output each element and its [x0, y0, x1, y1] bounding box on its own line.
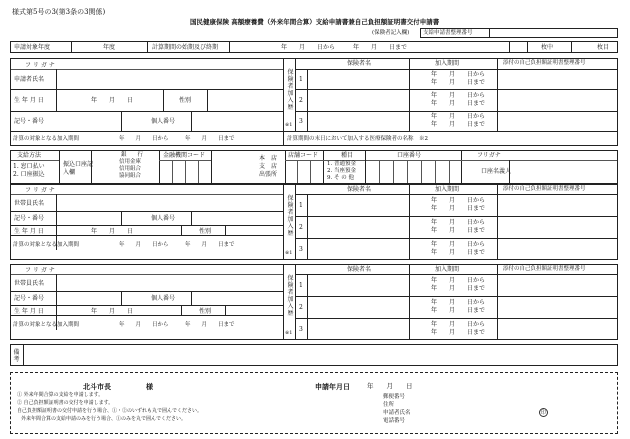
- form-number: 様式第5号の3(第3条の3関係): [12, 8, 106, 16]
- hm2-target-period-values[interactable]: 年 月 日から 年 月 日まで: [119, 322, 235, 328]
- hm2-name-label: 世帯員氏名: [14, 280, 45, 287]
- hm1-birthdate-values[interactable]: 年 月 日: [91, 228, 134, 235]
- hm2-history-row-2: 2: [299, 304, 303, 311]
- hm2-gender-label: 性別: [199, 308, 212, 315]
- branch-main[interactable]: 本 店: [259, 155, 278, 162]
- history-2-to[interactable]: 年 月 日まで: [431, 100, 486, 107]
- history-1-from[interactable]: 年 月 日から: [431, 71, 486, 78]
- remarks-box[interactable]: [10, 344, 618, 366]
- insurer-fill-note: (保険者記入欄): [372, 30, 410, 36]
- hm1-period-header: 加入期間: [435, 186, 460, 193]
- history-row-3: 3: [299, 118, 303, 125]
- branch-code-label: 店舗コード: [288, 152, 319, 159]
- hm1-history-1-to[interactable]: 年 月 日まで: [431, 205, 486, 212]
- form-title: 国民健康保険 高額療養費（外来年間合算）支給申請書兼自己負担額証明書交付申請書: [190, 18, 440, 26]
- symbol-number-label: 記号・番号: [14, 118, 45, 125]
- payment-section: [10, 150, 618, 184]
- hm2-birthdate-values[interactable]: 年 月 日: [91, 308, 134, 315]
- hm1-history-2-to[interactable]: 年 月 日まで: [431, 227, 486, 234]
- mayor-address: 北斗市長 様: [83, 382, 153, 391]
- hm2-personal-number-label: 個人番号: [151, 295, 176, 302]
- hm1-cert-number-header: 添付の自己負担額証明書整理番号: [503, 186, 586, 192]
- note-mark: ※1: [285, 122, 293, 128]
- payment-method-label: 支給方法: [17, 152, 42, 159]
- hm2-insurer-name-header: 保険者名: [347, 266, 372, 273]
- household-member-1-section: [10, 184, 618, 260]
- hm2-history-row-1: 1: [299, 282, 303, 289]
- hm1-symbol-number-label: 記号・番号: [14, 215, 45, 222]
- hm2-history-3-to[interactable]: 年 月 日まで: [431, 329, 486, 336]
- page-number-label: 枚目: [597, 44, 610, 51]
- personal-number-label: 個人番号: [151, 118, 176, 125]
- furigana-label: フ リ ガ ナ: [25, 62, 55, 69]
- nendo-label: 年度: [103, 44, 116, 51]
- hm1-birthdate-label: 生 年 月 日: [14, 228, 44, 235]
- period-header: 加入期間: [435, 60, 460, 67]
- account-furigana-label: フリガナ: [477, 152, 501, 159]
- calc-period-values[interactable]: 年 月 日から 年 月 日まで: [281, 44, 408, 51]
- target-year-label: 申請対象年度: [14, 44, 51, 51]
- hm2-note-mark: ※1: [285, 330, 293, 336]
- hm2-period-header: 加入期間: [435, 266, 460, 273]
- hm1-history-row-3: 3: [299, 246, 303, 253]
- applicant-section: [10, 58, 618, 146]
- history-row-1: 1: [299, 76, 303, 83]
- history-1-to[interactable]: 年 月 日まで: [431, 79, 486, 86]
- kyodo-type[interactable]: 協同組合: [119, 173, 142, 179]
- apply-date-values[interactable]: 年 月 日: [367, 382, 413, 390]
- hm1-gender-label: 性別: [199, 228, 212, 235]
- hm1-history-1-from[interactable]: 年 月 日から: [431, 197, 486, 204]
- shinkin-type[interactable]: 信用金庫: [119, 159, 142, 165]
- receipt-number-label: 支給申請書整理番号: [423, 30, 473, 36]
- calc-period-label: 計算期間の始期及び終期: [152, 44, 219, 51]
- institution-code-label: 金融機関コード: [163, 152, 206, 159]
- insurer-name-header: 保険者名: [347, 60, 372, 67]
- hm1-insurer-history-label: 保険者加入歴: [287, 195, 294, 237]
- hm1-furigana-label: フ リ ガ ナ: [25, 187, 55, 194]
- hm1-history-2-from[interactable]: 年 月 日から: [431, 219, 486, 226]
- applicant-name-label: 申請者氏名: [14, 76, 45, 83]
- hm2-history-2-to[interactable]: 年 月 日まで: [431, 307, 486, 314]
- target-period-values[interactable]: 年 月 日から 年 月 日まで: [119, 136, 235, 142]
- cert-number-header: 添付の自己負担額証明書整理番号: [503, 60, 586, 66]
- history-3-from[interactable]: 年 月 日から: [431, 113, 486, 120]
- hm2-history-3-from[interactable]: 年 月 日から: [431, 321, 486, 328]
- history-2-from[interactable]: 年 月 日から: [431, 92, 486, 99]
- hm1-target-period-values[interactable]: 年 月 日から 年 月 日まで: [119, 242, 235, 248]
- footer-box: [10, 372, 618, 434]
- receipt-number-box[interactable]: [420, 28, 618, 38]
- note-2: ② 自己負担額証明書の交付を申請します。: [17, 400, 114, 406]
- hm2-target-period-label: 計算の対象となる加入期間: [13, 322, 80, 328]
- hm1-note-mark: ※1: [285, 250, 293, 256]
- branch-sub[interactable]: 支 店: [259, 163, 278, 170]
- hm1-history-row-1: 1: [299, 202, 303, 209]
- hm2-furigana-label: フ リ ガ ナ: [25, 267, 55, 274]
- account-number-label: 口座番号: [397, 152, 422, 159]
- target-period-label: 計算の対象となる加入期間: [13, 136, 80, 142]
- birthdate-values[interactable]: 年 月 日: [91, 97, 134, 104]
- hm1-personal-number-label: 個人番号: [151, 215, 176, 222]
- account-type-current[interactable]: 2. 当座預金: [327, 168, 356, 174]
- transfer-account-label: 振込口座記入欄: [63, 161, 94, 176]
- postal-code-label: 郵便番号: [383, 394, 406, 400]
- branch-office[interactable]: 出張所: [259, 171, 278, 178]
- apply-date-label: 申請年月日: [315, 382, 350, 391]
- account-holder-label: 口座名義人: [481, 168, 512, 175]
- bank-type[interactable]: 銀 行: [121, 152, 144, 158]
- sheet-count-label: 枚中: [541, 44, 554, 51]
- address-label: 住所: [383, 402, 395, 408]
- hm1-target-period-label: 計算の対象となる加入期間: [13, 242, 80, 248]
- note-4: 外来年間合算の支給申請のみを行う場合、①のみを丸で囲んでください。: [21, 416, 187, 422]
- seal-mark: 印: [540, 410, 546, 416]
- hm2-history-1-from[interactable]: 年 月 日から: [431, 277, 486, 284]
- payment-window-option[interactable]: 1. 窓口払い: [13, 163, 45, 170]
- history-3-to[interactable]: 年 月 日まで: [431, 121, 486, 128]
- remarks-label: 備考: [13, 349, 20, 363]
- shinkumi-type[interactable]: 信用組合: [119, 166, 142, 172]
- account-type-ordinary[interactable]: 1. 普通預金: [327, 161, 356, 167]
- hm1-history-row-2: 2: [299, 224, 303, 231]
- hm2-symbol-number-label: 記号・番号: [14, 295, 45, 302]
- hm2-insurer-history-label: 保険者加入歴: [287, 275, 294, 317]
- history-row-2: 2: [299, 97, 303, 104]
- gender-label: 性別: [179, 97, 192, 104]
- target-year-row: [10, 41, 618, 53]
- note-3: 自己負担額証明書の交付申請を行う場合、①・②のいずれも丸で囲んでください。: [17, 408, 203, 414]
- account-type-other[interactable]: 9. そ の 他: [327, 175, 354, 181]
- hm2-history-1-to[interactable]: 年 月 日まで: [431, 285, 486, 292]
- hm2-history-2-from[interactable]: 年 月 日から: [431, 299, 486, 306]
- payment-transfer-option[interactable]: 2. 口座振込: [13, 171, 45, 178]
- account-type-label: 種目: [341, 152, 354, 159]
- hm2-history-row-3: 3: [299, 326, 303, 333]
- hm2-cert-number-header: 添付の自己負担額証明書整理番号: [503, 266, 586, 272]
- period-end-insurer-note: 計算期間の末日において加入する医療保険者の名称 ※2: [287, 136, 429, 142]
- hm1-history-3-to[interactable]: 年 月 日まで: [431, 249, 486, 256]
- insurer-history-label: 保険者加入歴: [287, 69, 294, 111]
- note-1: ① 外来年間合算の支給を申請します。: [17, 392, 104, 398]
- hm1-history-3-from[interactable]: 年 月 日から: [431, 241, 486, 248]
- birthdate-label: 生 年 月 日: [14, 97, 44, 104]
- applicant-name-footer-label: 申請者氏名: [383, 410, 411, 416]
- hm1-name-label: 世帯員氏名: [14, 200, 45, 207]
- hm1-insurer-name-header: 保険者名: [347, 186, 372, 193]
- phone-label: 電話番号: [383, 418, 406, 424]
- hm2-birthdate-label: 生 年 月 日: [14, 308, 44, 315]
- household-member-2-section: [10, 264, 618, 340]
